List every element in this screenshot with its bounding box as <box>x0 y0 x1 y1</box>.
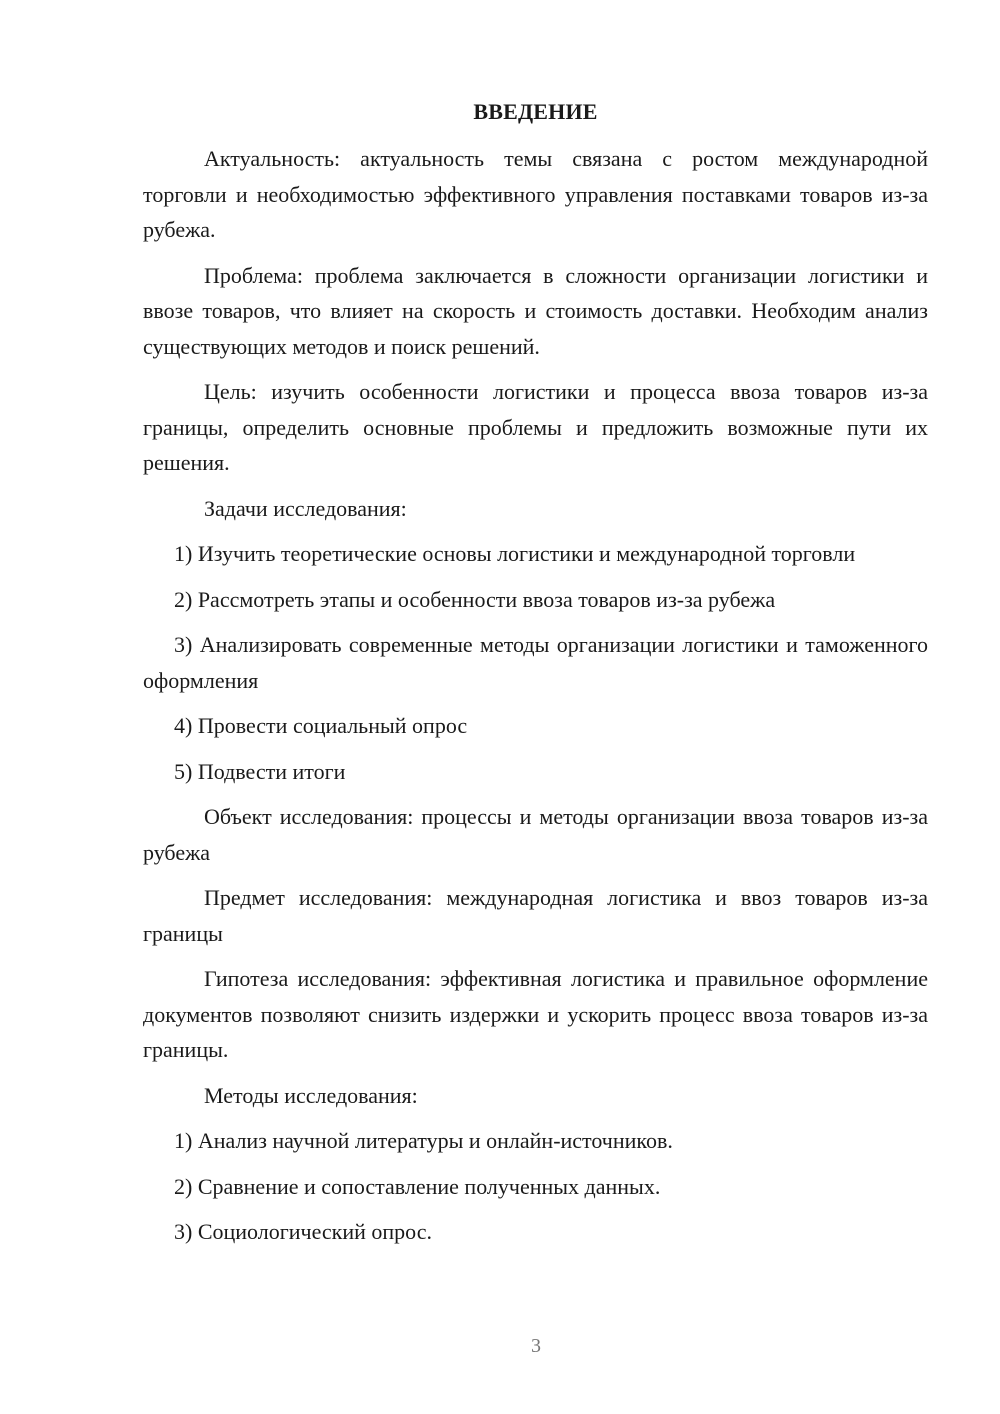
page-number: 3 <box>531 1335 541 1357</box>
task-item: 5) Подвести итоги <box>174 758 346 784</box>
subject-paragraph: Предмет исследования: международная логистика и ввоз товаров из-за границы <box>143 885 928 946</box>
problem-paragraph: Проблема: проблема заключается в сложности организации логистики и ввозе товаров, что влияет на скорость и стоимость доставки. Необходим анализ существующих методов и поиск решений. <box>143 262 928 359</box>
tasks-heading: Задачи исследования: <box>204 495 407 521</box>
task-item: 1) Изучить теоретические основы логистики и международной торговли <box>174 541 856 566</box>
relevance-paragraph: Актуальность: актуальность темы связана с ростом международной торговли и необходимостью эффективного управления поставками товаров из-за рубежа. <box>143 146 928 242</box>
method-item: 1) Анализ научной литературы и онлайн-источников. <box>174 1128 673 1153</box>
method-item: 3) Социологический опрос. <box>174 1219 432 1244</box>
task-item: 2) Рассмотреть этапы и особенности ввоза товаров из-за рубежа <box>174 586 776 612</box>
methods-heading: Методы исследования: <box>204 1082 418 1108</box>
hypothesis-paragraph: Гипотеза исследования: эффективная логистика и правильное оформление документов позволяют снизить издержки и ускорить процесс ввоза товаров из-за границы. <box>143 966 928 1062</box>
goal-paragraph: Цель: изучить особенности логистики и процесса ввоза товаров из-за границы, определить основные проблемы и предложить возможные пути их решения. <box>143 379 928 475</box>
object-paragraph: Объект исследования: процессы и методы организации ввоза товаров из-за рубежа <box>143 804 928 865</box>
page-title: ВВЕДЕНИЕ <box>473 99 598 124</box>
page-body <box>143 141 928 1260</box>
task-item: 3) Анализировать современные методы организации логистики и таможенного оформления <box>143 632 928 693</box>
method-item: 2) Сравнение и сопоставление полученных данных. <box>174 1173 661 1199</box>
task-item: 4) Провести социальный опрос <box>174 713 468 738</box>
